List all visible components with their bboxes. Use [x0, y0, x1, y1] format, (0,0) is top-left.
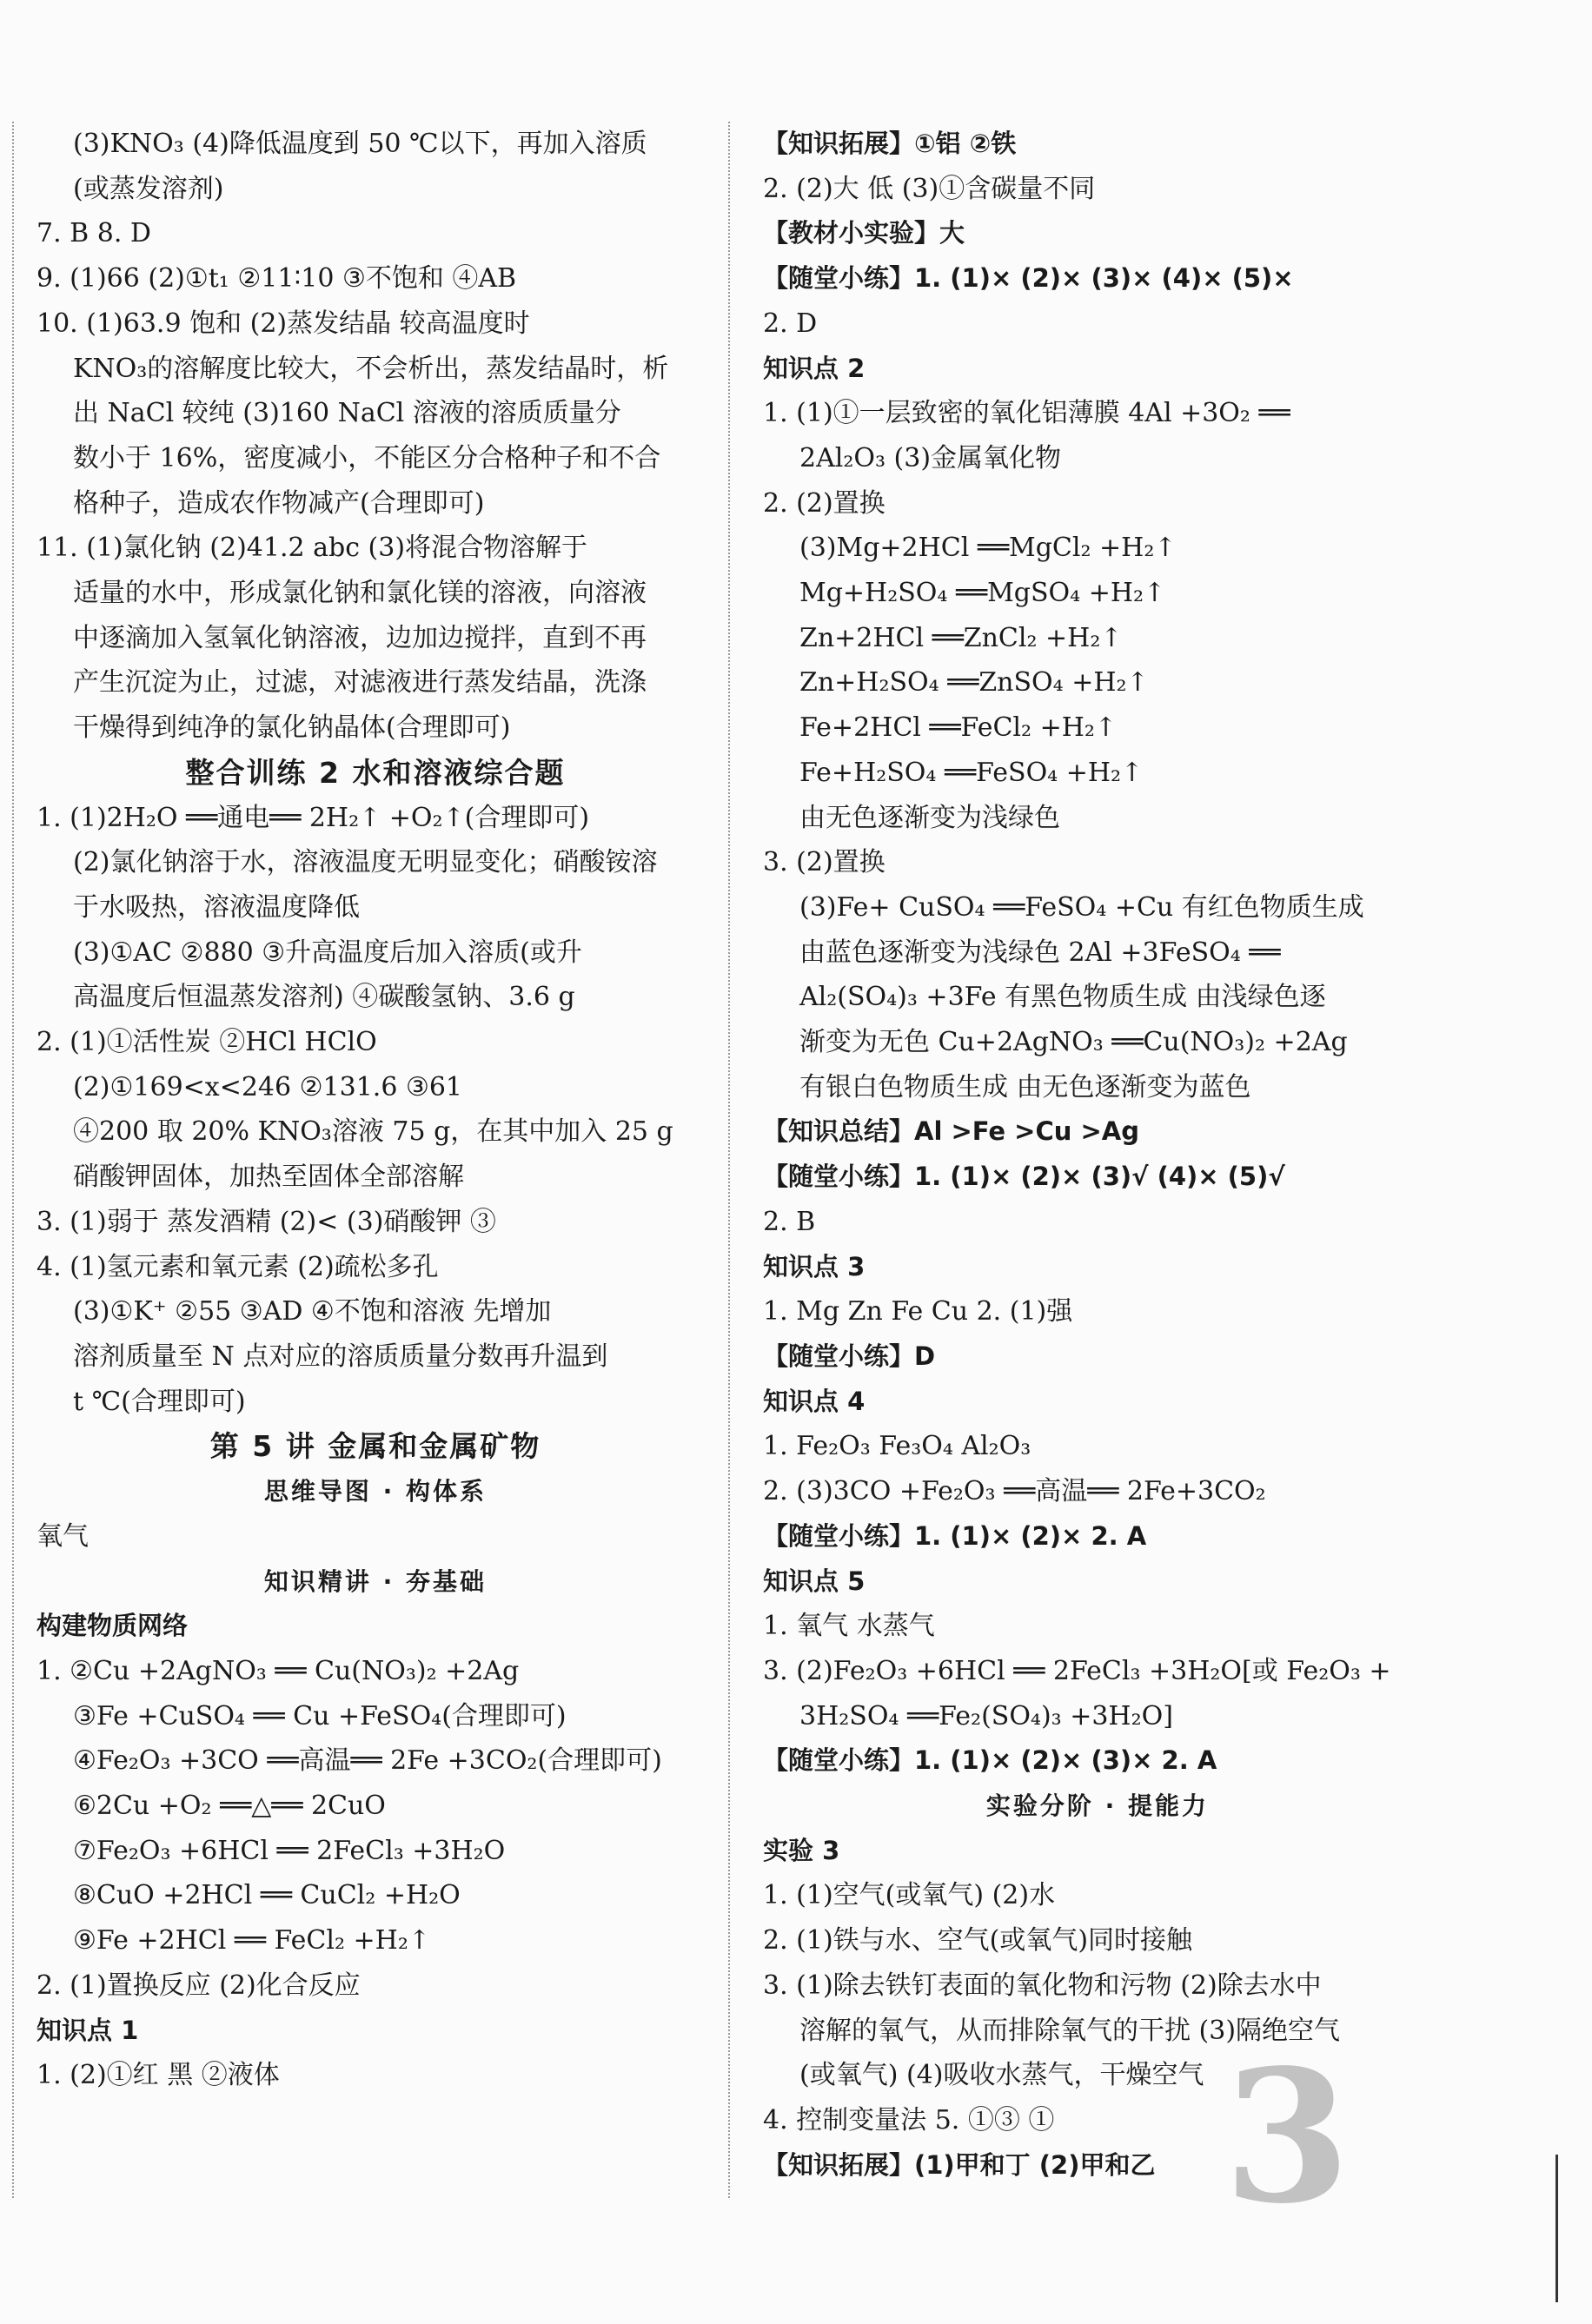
left-column-line: ③Fe +CuSO₄ ══ Cu +FeSO₄(合理即可) [73, 1700, 567, 1731]
right-column-line: 3H₂SO₄ ══Fe₂(SO₄)₃ +3H₂O] [799, 1700, 1173, 1731]
right-column-line: 2. B [763, 1206, 816, 1237]
left-column-line: 溶剂质量至 N 点对应的溶质质量分数再升温到 [73, 1341, 608, 1372]
right-column-line: 【教材小实验】大 [763, 218, 965, 248]
left-column-line: ⑥2Cu +O₂ ══△══ 2CuO [73, 1791, 386, 1822]
left-column-line: 1. (1)2H₂O ══通电══ 2H₂↑ +O₂↑(合理即可) [36, 802, 590, 833]
left-column-line: 构建物质网络 [36, 1611, 189, 1641]
left-column-line: 11. (1)氯化钠 (2)41.2 abc (3)将混合物溶解于 [36, 533, 588, 564]
left-column-line: ④Fe₂O₃ +3CO ══高温══ 2Fe +3CO₂(合理即可) [73, 1745, 662, 1777]
left-column-line: 1. ②Cu +2AgNO₃ ══ Cu(NO₃)₂ +2Ag [36, 1655, 520, 1686]
right-column-line: (3)Mg+2HCl ══MgCl₂ +H₂↑ [799, 533, 1177, 564]
right-column-line: 渐变为无色 Cu+2AgNO₃ ══Cu(NO₃)₂ +2Ag [799, 1027, 1348, 1058]
right-column-line: Mg+H₂SO₄ ══MgSO₄ +H₂↑ [799, 578, 1166, 609]
right-column-line: Fe+2HCl ══FeCl₂ +H₂↑ [799, 712, 1118, 744]
right-column-line: 2. D [763, 308, 818, 339]
right-column-line: 3. (1)除去铁钉表面的氧化物和污物 (2)除去水中 [763, 1970, 1322, 2001]
right-column-line: Al₂(SO₄)₃ +3Fe 有黑色物质生成 由浅绿色逐 [799, 982, 1326, 1013]
left-column-line: 第 5 讲 金属和金属矿物 [209, 1429, 541, 1464]
left-column-line: (2)①169<x<246 ②131.6 ③61 [73, 1071, 463, 1102]
left-column-line: 硝酸钾固体，加热至固体全部溶解 [73, 1162, 464, 1193]
left-column-line: ⑨Fe +2HCl ══ FeCl₂ +H₂↑ [73, 1925, 430, 1957]
right-column-line: 有银白色物质生成 由无色逐渐变为蓝色 [799, 1071, 1251, 1102]
left-column-line: 4. (1)氢元素和氧元素 (2)疏松多孔 [36, 1251, 439, 1282]
left-column-line: ⑦Fe₂O₃ +6HCl ══ 2FeCl₃ +3H₂O [73, 1835, 506, 1866]
left-column-line: 干燥得到纯净的氯化钠晶体(合理即可) [73, 712, 511, 744]
right-column-line: 实验分阶 · 提能力 [985, 1791, 1210, 1821]
right-column-line: Fe+H₂SO₄ ══FeSO₄ +H₂↑ [799, 757, 1144, 788]
right-column-line: 【随堂小练】1. (1)× (2)× (3)√ (4)× (5)√ [763, 1162, 1285, 1192]
left-column-line: 知识点 1 [36, 2015, 139, 2045]
left-column-line: 中逐滴加入氢氧化钠溶液，边加边搅拌，直到不再 [73, 622, 647, 653]
page-number: 3 [1224, 2029, 1351, 2244]
right-column [763, 122, 1432, 2188]
right-column-line: 由无色逐渐变为浅绿色 [799, 802, 1060, 833]
left-column-line: 1. (2)①红 黑 ②液体 [36, 2060, 280, 2091]
left-column-line: KNO₃的溶解度比较大，不会析出，蒸发结晶时，析 [73, 353, 669, 384]
right-column-line: 【知识总结】Al >Fe >Cu >Ag [763, 1116, 1140, 1147]
left-column-line: ④200 取 20% KNO₃溶液 75 g，在其中加入 25 g [73, 1116, 673, 1148]
right-column-line: (或氧气) (4)吸收水蒸气，干燥空气 [799, 2060, 1204, 2091]
left-column-line: 整合训练 2 水和溶液综合题 [185, 755, 566, 790]
right-column-line: 1. (1)空气(或氧气) (2)水 [763, 1880, 1056, 1911]
left-column-line: (3)KNO₃ (4)降低温度到 50 ℃以下，再加入溶质 [73, 129, 647, 159]
right-column-line: 【知识拓展】①铝 ②铁 [763, 129, 1017, 158]
right-column-line: 知识点 3 [763, 1251, 866, 1281]
left-column-line: 2. (1)置换反应 (2)化合反应 [36, 1970, 361, 2001]
right-column-line: 1. Mg Zn Fe Cu 2. (1)强 [763, 1296, 1073, 1328]
right-column-line: 实验 3 [763, 1835, 840, 1865]
left-column-line: t ℃(合理即可) [73, 1386, 246, 1417]
left-column-line: 2. (1)①活性炭 ②HCl HClO [36, 1027, 377, 1058]
right-column-line: 1. 氧气 水蒸气 [763, 1611, 935, 1642]
right-edge-rule [1556, 2155, 1558, 2302]
left-column-line: 9. (1)66 (2)①t₁ ②11∶10 ③不饱和 ④AB [36, 263, 517, 295]
right-column-line: 1. (1)①一层致密的氧化铝薄膜 4Al +3O₂ ══ [763, 398, 1290, 429]
right-column-line: Zn+2HCl ══ZnCl₂ +H₂↑ [799, 622, 1123, 653]
left-column-line: 于水吸热，溶液温度降低 [73, 891, 360, 923]
right-column-line: 知识点 4 [763, 1386, 866, 1416]
left-column-line: ⑧CuO +2HCl ══ CuCl₂ +H₂O [73, 1880, 461, 1911]
right-column-line: 3. (2)置换 [763, 847, 886, 878]
right-column-line: 4. 控制变量法 5. ①③ ① [763, 2104, 1055, 2135]
left-column-line: 思维导图 · 构体系 [263, 1477, 488, 1506]
left-column-line: 3. (1)弱于 蒸发酒精 (2)< (3)硝酸钾 ③ [36, 1206, 496, 1237]
right-column-line: 溶解的氧气，从而排除氧气的干扰 (3)隔绝空气 [799, 2015, 1341, 2046]
left-column-line: (3)①AC ②880 ③升高温度后加入溶质(或升 [73, 937, 582, 968]
right-column-line: 1. Fe₂O₃ Fe₃O₄ Al₂O₃ [763, 1431, 1031, 1462]
left-column-line: 出 NaCl 较纯 (3)160 NaCl 溶液的溶质质量分 [73, 398, 621, 429]
column-divider [728, 122, 730, 2198]
right-column-line: 【随堂小练】1. (1)× (2)× 2. A [763, 1520, 1147, 1551]
left-column-line: 适量的水中，形成氯化钠和氯化镁的溶液，向溶液 [73, 578, 647, 609]
right-column-line: 2. (3)3CO +Fe₂O₃ ══高温══ 2Fe+3CO₂ [763, 1476, 1266, 1507]
left-column-line: 格种子，造成农作物减产(合理即可) [73, 487, 485, 519]
left-column-line: (2)氯化钠溶于水，溶液温度无明显变化；硝酸铵溶 [73, 847, 658, 878]
left-column-line: (3)①K⁺ ②55 ③AD ④不饱和溶液 先增加 [73, 1296, 552, 1328]
right-column-line: 【知识拓展】(1)甲和丁 (2)甲和乙 [763, 2149, 1156, 2180]
right-column-line: 2Al₂O₃ (3)金属氧化物 [799, 442, 1062, 473]
right-column-line: (3)Fe+ CuSO₄ ══FeSO₄ +Cu 有红色物质生成 [799, 891, 1364, 923]
left-column-line: 高温度后恒温蒸发溶剂) ④碳酸氢钠、3.6 g [73, 982, 575, 1013]
left-dotted-rule [12, 122, 14, 2198]
right-column-line: 2. (1)铁与水、空气(或氧气)同时接触 [763, 1925, 1193, 1957]
left-column [36, 122, 714, 2098]
right-column-line: 知识点 5 [763, 1566, 866, 1596]
left-column-line: 7. B 8. D [36, 218, 151, 249]
left-column-line: (或蒸发溶剂) [73, 173, 224, 204]
right-column-line: 【随堂小练】1. (1)× (2)× (3)× (4)× (5)× [763, 263, 1294, 294]
left-column-line: 产生沉淀为止，过滤，对滤液进行蒸发结晶，洗涤 [73, 667, 647, 699]
right-column-line: Zn+H₂SO₄ ══ZnSO₄ +H₂↑ [799, 667, 1149, 699]
right-column-line: 【随堂小练】1. (1)× (2)× (3)× 2. A [763, 1745, 1217, 1776]
right-column-line: 2. (2)大 低 (3)①含碳量不同 [763, 173, 1096, 204]
right-column-line: 2. (2)置换 [763, 487, 886, 519]
left-column-line: 氧气 [36, 1520, 89, 1552]
left-column-line: 知识精讲 · 夯基础 [263, 1566, 488, 1596]
left-column-line: 数小于 16%，密度减小，不能区分合格种子和不合 [73, 442, 661, 473]
right-column-line: 知识点 2 [763, 353, 866, 383]
left-column-line: 10. (1)63.9 饱和 (2)蒸发结晶 较高温度时 [36, 308, 530, 339]
right-column-line: 3. (2)Fe₂O₃ +6HCl ══ 2FeCl₃ +3H₂O[或 Fe₂O₃ + [763, 1655, 1391, 1686]
right-column-line: 由蓝色逐渐变为浅绿色 2Al +3FeSO₄ ══ [799, 937, 1281, 968]
right-column-line: 【随堂小练】D [763, 1341, 936, 1371]
